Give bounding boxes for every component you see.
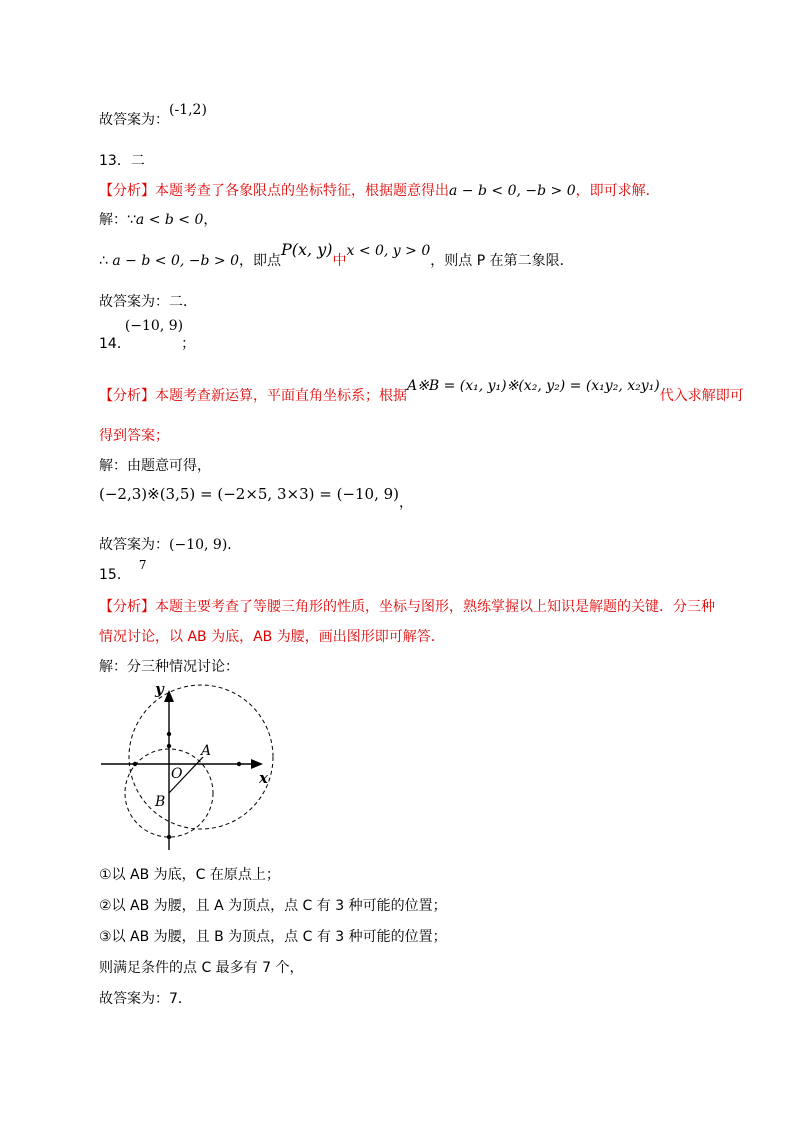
q13-solution-line1	[99, 209, 217, 229]
q15-number-value: 7	[138, 558, 147, 572]
q14-answer-line	[99, 534, 241, 554]
q13-answer: 故答案为：二．	[99, 294, 197, 310]
q14-answer-period: ．	[227, 537, 242, 553]
q15-case3: ③以 AB 为腰，且 B 为顶点，点 C 有 3 种可能的位置；	[99, 929, 447, 945]
q12-answer-prefix: 故答案为：	[99, 112, 169, 128]
q15-analysis-line1	[99, 596, 715, 616]
q13-sol-mid1: ，即点	[238, 253, 281, 269]
coordinate-figure	[95, 680, 295, 855]
label-y: y	[155, 680, 164, 698]
q13-analysis-math: a − b < 0, −b > 0	[449, 183, 576, 199]
label-O: O	[171, 766, 183, 782]
q13-sol-point: P(x, y)	[280, 240, 333, 259]
q14-answer-math: (−10, 9)	[169, 537, 228, 553]
label-B: B	[155, 794, 166, 810]
q14-analysis-tail1: 代入求解即可	[659, 388, 744, 404]
q14-answer-math-top: (−10, 9)	[124, 318, 184, 334]
q13-sol-math1: a < b < 0	[135, 212, 204, 228]
point-y-top1	[167, 744, 171, 748]
therefore-symbol: ∴	[99, 253, 108, 269]
q14-solution-line1: 解：由题意可得，	[99, 458, 211, 474]
point-y-bottom	[167, 835, 171, 839]
label-x: x	[259, 769, 268, 787]
q14-number: 14．	[99, 336, 131, 352]
q15-number: 15．	[99, 567, 131, 583]
q13-analysis-text: 本题考查了各象限点的坐标特征，根据题意得出	[155, 183, 449, 199]
q13-sol-comma: ，	[203, 212, 218, 228]
point-y-top2	[167, 732, 171, 736]
y-axis-arrow	[164, 690, 174, 702]
q14-solution-formula-line	[99, 484, 414, 511]
q14-sol-comma: ，	[399, 495, 414, 511]
q15-solution-line1: 解：分三种情况讨论：	[99, 659, 239, 675]
q15-conclusion: 则满足条件的点 C 最多有 7 个，	[99, 960, 304, 976]
q15-analysis-tag: 【分析】	[99, 599, 155, 615]
q13-sol-mid2: 中	[332, 253, 347, 269]
q13-analysis-line	[99, 180, 660, 200]
q13-analysis-tag: 【分析】	[99, 183, 155, 199]
q13-sol-math2: a − b < 0, −b > 0	[112, 253, 239, 269]
q13-sol-prefix: 解：∵	[99, 212, 136, 228]
q12-answer-math: (-1,2)	[169, 102, 207, 118]
q15-analysis-text1: 本题主要考查了等腰三角形的性质，坐标与图形，熟练掌握以上知识是解题的关键．分三种	[155, 599, 715, 615]
q13-analysis-tail: ，即可求解．	[575, 183, 660, 199]
q14-analysis-formula: A※B = (x₁, y₁)※(x₂, y₂) = (x₁y₂, x₂y₁)	[407, 378, 660, 394]
point-x-left	[133, 762, 137, 766]
label-A: A	[201, 743, 212, 759]
q14-analysis-tail2: 得到答案；	[99, 428, 169, 444]
q15-case2: ②以 AB 为腰，且 A 为顶点，点 C 有 3 种可能的位置；	[99, 898, 447, 914]
q13-sol-math3: x < 0, y > 0	[346, 243, 431, 259]
q14-analysis-line	[99, 378, 744, 405]
q14-sol-formula: (−2,3)※(3,5) = (−2×5, 3×3) = (−10, 9)	[99, 485, 400, 503]
point-x-right	[237, 762, 241, 766]
q13-sol-tail: ，则点 P 在第二象限．	[430, 253, 574, 269]
q13-number: 13．二	[99, 153, 145, 169]
q12-answer-line	[99, 102, 207, 129]
q14-semicolon: ；	[181, 336, 196, 352]
q15-case1: ①以 AB 为底，C 在原点上；	[99, 867, 280, 883]
q15-number-line	[99, 558, 147, 584]
q13-solution-line2	[99, 240, 574, 270]
q14-answer-prefix: 故答案为：	[99, 537, 169, 553]
x-axis-arrow	[251, 759, 263, 769]
q14-analysis-text: 本题考查新运算，平面直角坐标系；根据	[155, 388, 407, 404]
q15-analysis-line2: 情况讨论，以 AB 为底，AB 为腰，画出图形即可解答．	[99, 629, 445, 645]
q14-number-line	[99, 318, 196, 353]
q14-analysis-tag: 【分析】	[99, 388, 155, 404]
q15-answer: 故答案为：7．	[99, 991, 192, 1007]
